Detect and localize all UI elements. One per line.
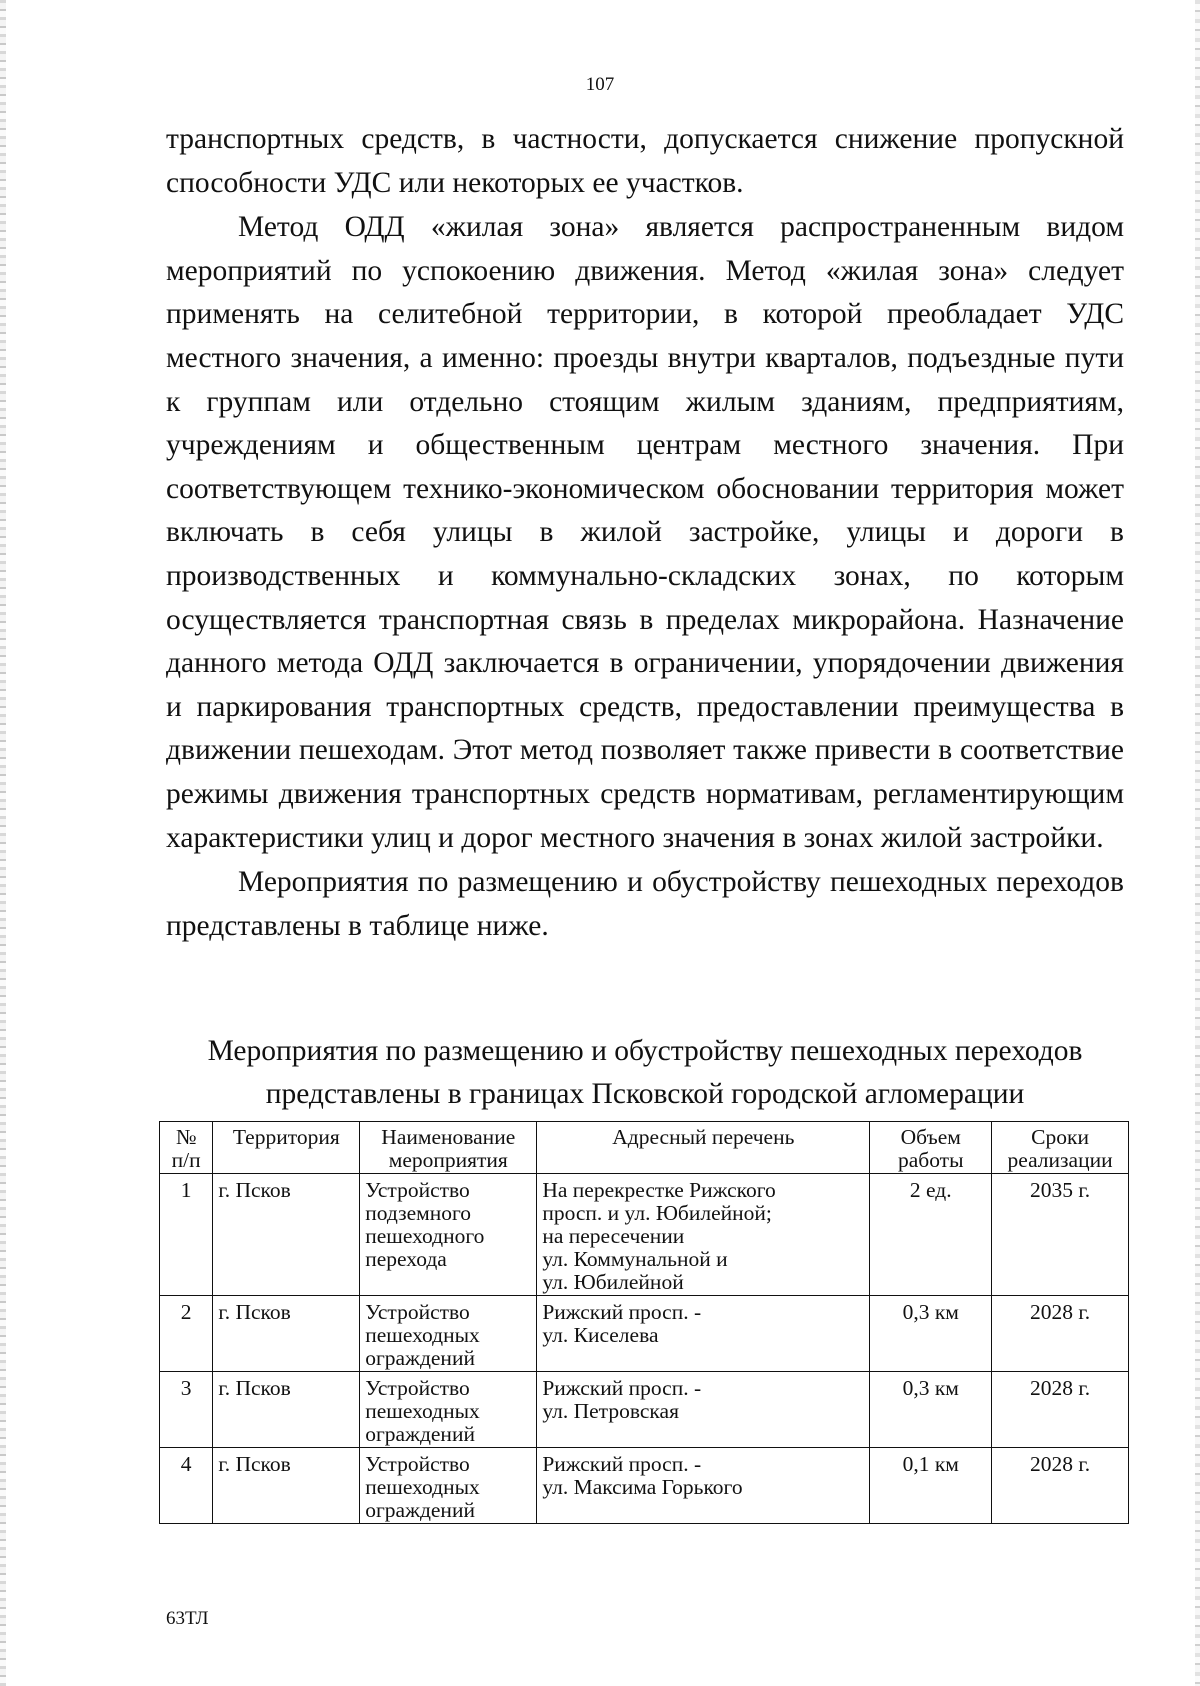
table-row — [160, 1448, 1129, 1524]
header-volume: Объем работы — [870, 1122, 992, 1174]
cell-territory: г. Псков — [213, 1372, 360, 1448]
table-caption-line-1: Мероприятия по размещению и обустройству пешеходных переходов — [207, 1035, 1083, 1067]
cell-num: 4 — [160, 1448, 213, 1524]
table-row — [160, 1296, 1129, 1372]
body-text — [166, 118, 1124, 948]
cell-territory: г. Псков — [213, 1296, 360, 1372]
cell-term: 2028 г. — [992, 1448, 1129, 1524]
cell-num: 2 — [160, 1296, 213, 1372]
table-caption-line-2: представлены в границах Псковской городской агломерации — [265, 1078, 1025, 1110]
cell-volume: 2 ед. — [870, 1174, 992, 1296]
scan-edge-right — [1195, 0, 1200, 1686]
paragraph-2: Метод ОДД «жилая зона» является распространенным видом мероприятий по успокоению движения. Метод «жилая зона» следует применять на селитебной территории, в которой преобладает УДС местного значения, а именно: проезды внутри кварталов, подъездные пути к группам или отдельно стоящим жилым зданиям, предприятиям, учреждениям и общественным центрам местного значения. При соответствующем технико-экономическом обосновании территория может включать в себя улицы в жилой застройке, улицы и дороги в производственных и коммунально-складских зонах, по которым осуществляется транспортная связь в пределах микрорайона. Назначение данного метода ОДД заключается в ограничении, упорядочении движения и паркирования транспортных средств, предоставлении преимущества в движении пешеходам. Этот метод позволяет также привести в соответствие режимы движения транспортных средств нормативам, регламентирующим характеристики улиц и дорог местного значения в зонах жилой застройки. — [166, 211, 1124, 854]
footer-code: 63ТЛ — [166, 1608, 209, 1629]
cell-territory: г. Псков — [213, 1174, 360, 1296]
header-term: Сроки реализации — [992, 1122, 1129, 1174]
header-territory: Территория — [213, 1122, 360, 1174]
table-row — [160, 1372, 1129, 1448]
measures-table — [159, 1121, 1129, 1524]
cell-address: На перекрестке Рижского просп. и ул. Юбилейной; на пересечении ул. Коммунальной и ул. Юбилейной — [537, 1174, 870, 1296]
paragraph-3: Мероприятия по размещению и обустройству пешеходных переходов представлены в таблице ниже. — [166, 866, 1124, 942]
cell-name: Устройство пешеходных ограждений — [360, 1372, 537, 1448]
cell-address: Рижский просп. - ул. Петровская — [537, 1372, 870, 1448]
table-header-row — [160, 1122, 1129, 1174]
cell-volume: 0,3 км — [870, 1372, 992, 1448]
cell-name: Устройство пешеходных ограждений — [360, 1448, 537, 1524]
paragraph-1: транспортных средств, в частности, допускается снижение пропускной способности УДС или некоторых ее участков. — [166, 123, 1124, 199]
cell-volume: 0,3 км — [870, 1296, 992, 1372]
header-num: № п/п — [160, 1122, 213, 1174]
header-name: Наименование мероприятия — [360, 1122, 537, 1174]
cell-name: Устройство подземного пешеходного перехода — [360, 1174, 537, 1296]
table-caption — [150, 1030, 1140, 1116]
cell-volume: 0,1 км — [870, 1448, 992, 1524]
cell-territory: г. Псков — [213, 1448, 360, 1524]
header-address: Адресный перечень — [537, 1122, 870, 1174]
page-number: 107 — [585, 74, 615, 95]
cell-term: 2028 г. — [992, 1372, 1129, 1448]
cell-name: Устройство пешеходных ограждений — [360, 1296, 537, 1372]
cell-num: 3 — [160, 1372, 213, 1448]
cell-term: 2035 г. — [992, 1174, 1129, 1296]
cell-address: Рижский просп. - ул. Киселева — [537, 1296, 870, 1372]
table-row — [160, 1174, 1129, 1296]
cell-term: 2028 г. — [992, 1296, 1129, 1372]
scan-edge-left — [0, 0, 6, 1686]
cell-address: Рижский просп. - ул. Максима Горького — [537, 1448, 870, 1524]
cell-num: 1 — [160, 1174, 213, 1296]
